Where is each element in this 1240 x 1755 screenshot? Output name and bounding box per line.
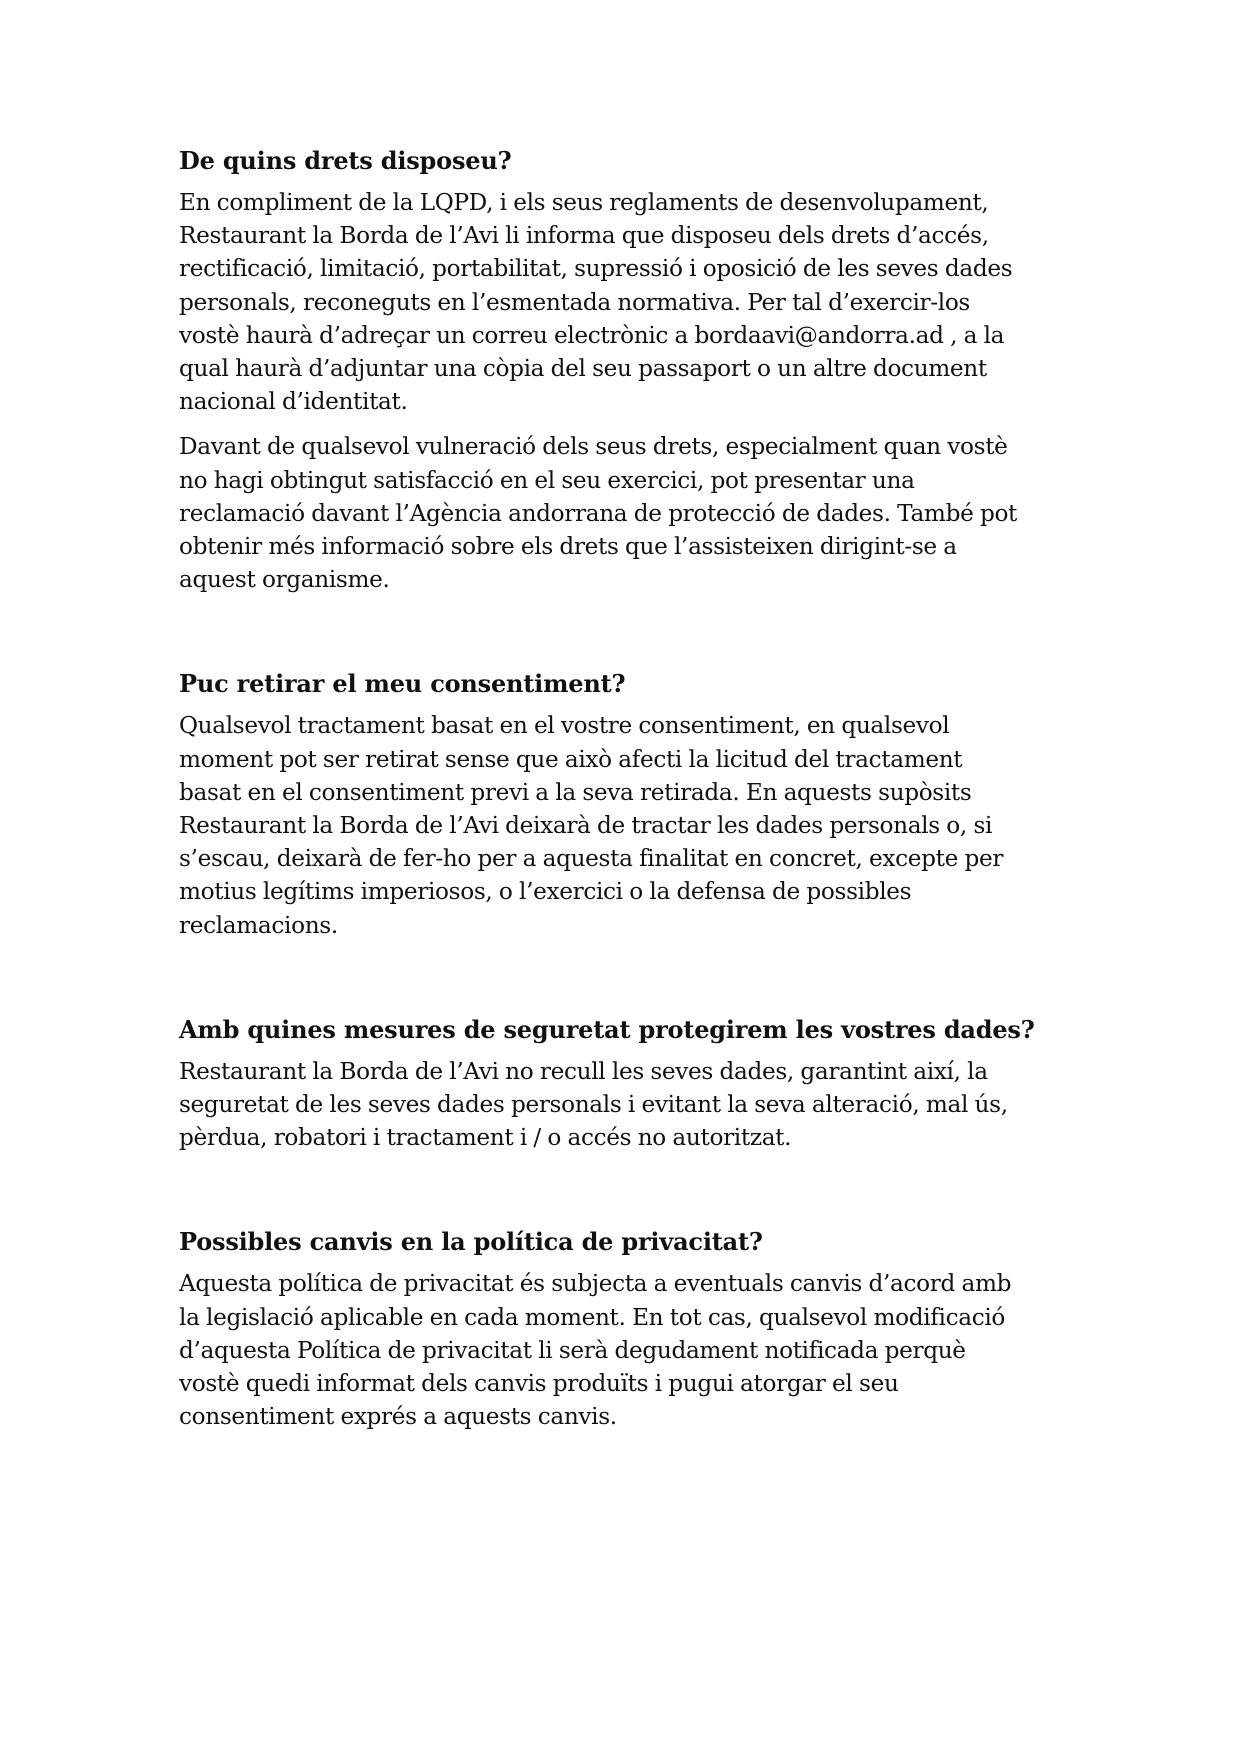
text-line: aquest organisme.: [179, 566, 390, 594]
text-line: no hagi obtingut satisfacció en el seu exercici, pot presentar una: [179, 466, 915, 494]
text-line: vostè quedi informat dels canvis produïts i pugui atorgar el seu: [179, 1370, 899, 1398]
paragraph: [179, 186, 1079, 418]
text-line: Qualsevol tractament basat en el vostre consentiment, en qualsevol: [179, 712, 950, 740]
section-security: [179, 1013, 1079, 1155]
text-line: Restaurant la Borda de l’Avi deixarà de tractar les dades personals o, si: [179, 812, 993, 840]
text-line: Aquesta política de privacitat és subjecta a eventuals canvis d’acord amb: [179, 1270, 1012, 1298]
text-line: la legislació aplicable en cada moment. En tot cas, qualsevol modificació: [179, 1303, 1006, 1331]
text-line: motius legítims imperiosos, o l’exercici o la defensa de possibles: [179, 878, 912, 906]
section-consent: [179, 667, 1079, 941]
section-heading: Possibles canvis en la política de privacitat?: [179, 1227, 763, 1257]
text-line: reclamació davant l’Agència andorrana de protecció de dades. També pot: [179, 499, 1018, 527]
text-line: personals, reconeguts en l’esmentada normativa. Per tal d’exercir-los: [179, 288, 970, 316]
text-line: d’aquesta Política de privacitat li serà degudament notificada perquè: [179, 1336, 966, 1364]
section-spacer: [179, 608, 1079, 667]
section-spacer: [179, 1166, 1079, 1225]
text-line: rectificació, limitació, portabilitat, supressió i oposició de les seves dades: [179, 255, 1013, 283]
section-rights: [179, 144, 1079, 596]
section-heading: Puc retirar el meu consentiment?: [179, 669, 626, 699]
document-body: [179, 144, 1079, 1445]
section-heading: De quins drets disposeu?: [179, 146, 512, 175]
text-line: basat en el consentiment previ a la seva retirada. En aquests supòsits: [179, 778, 972, 806]
text-line: nacional d’identitat.: [179, 388, 408, 416]
section-heading: Amb quines mesures de seguretat protegirem les vostres dades?: [179, 1014, 1035, 1044]
text-line: Restaurant la Borda de l’Avi li informa que disposeu dels drets d’accés,: [179, 222, 989, 250]
text-line: vostè haurà d’adreçar un correu electrònic a bordaavi@andorra.ad , a la: [179, 321, 1005, 349]
text-line: reclamacions.: [179, 911, 338, 939]
section-spacer: [179, 954, 1079, 1013]
text-line: Davant de qualsevol vulneració dels seus drets, especialment quan vostè: [179, 433, 1008, 461]
section-policy-changes: [179, 1225, 1079, 1433]
paragraph: [179, 1267, 1079, 1433]
text-line: pèrdua, robatori i tractament i / o accés no autoritzat.: [179, 1124, 792, 1152]
paragraph: [179, 430, 1079, 596]
text-line: s’escau, deixarà de fer-ho per a aquesta finalitat en concret, excepte per: [179, 845, 1004, 873]
text-line: qual haurà d’adjuntar una còpia del seu passaport o un altre document: [179, 355, 987, 383]
paragraph: [179, 709, 1079, 941]
paragraph: [179, 1055, 1079, 1155]
text-line: consentiment exprés a aquests canvis.: [179, 1403, 617, 1431]
text-line: obtenir més informació sobre els drets que l’assisteixen dirigint-se a: [179, 533, 957, 561]
text-line: seguretat de les seves dades personals i evitant la seva alteració, mal ús,: [179, 1091, 1008, 1119]
text-line: moment pot ser retirat sense que això afecti la licitud del tractament: [179, 745, 963, 773]
text-line: En compliment de la LQPD, i els seus reglaments de desenvolupament,: [179, 189, 989, 216]
text-line: Restaurant la Borda de l’Avi no recull les seves dades, garantint així, la: [179, 1057, 988, 1085]
